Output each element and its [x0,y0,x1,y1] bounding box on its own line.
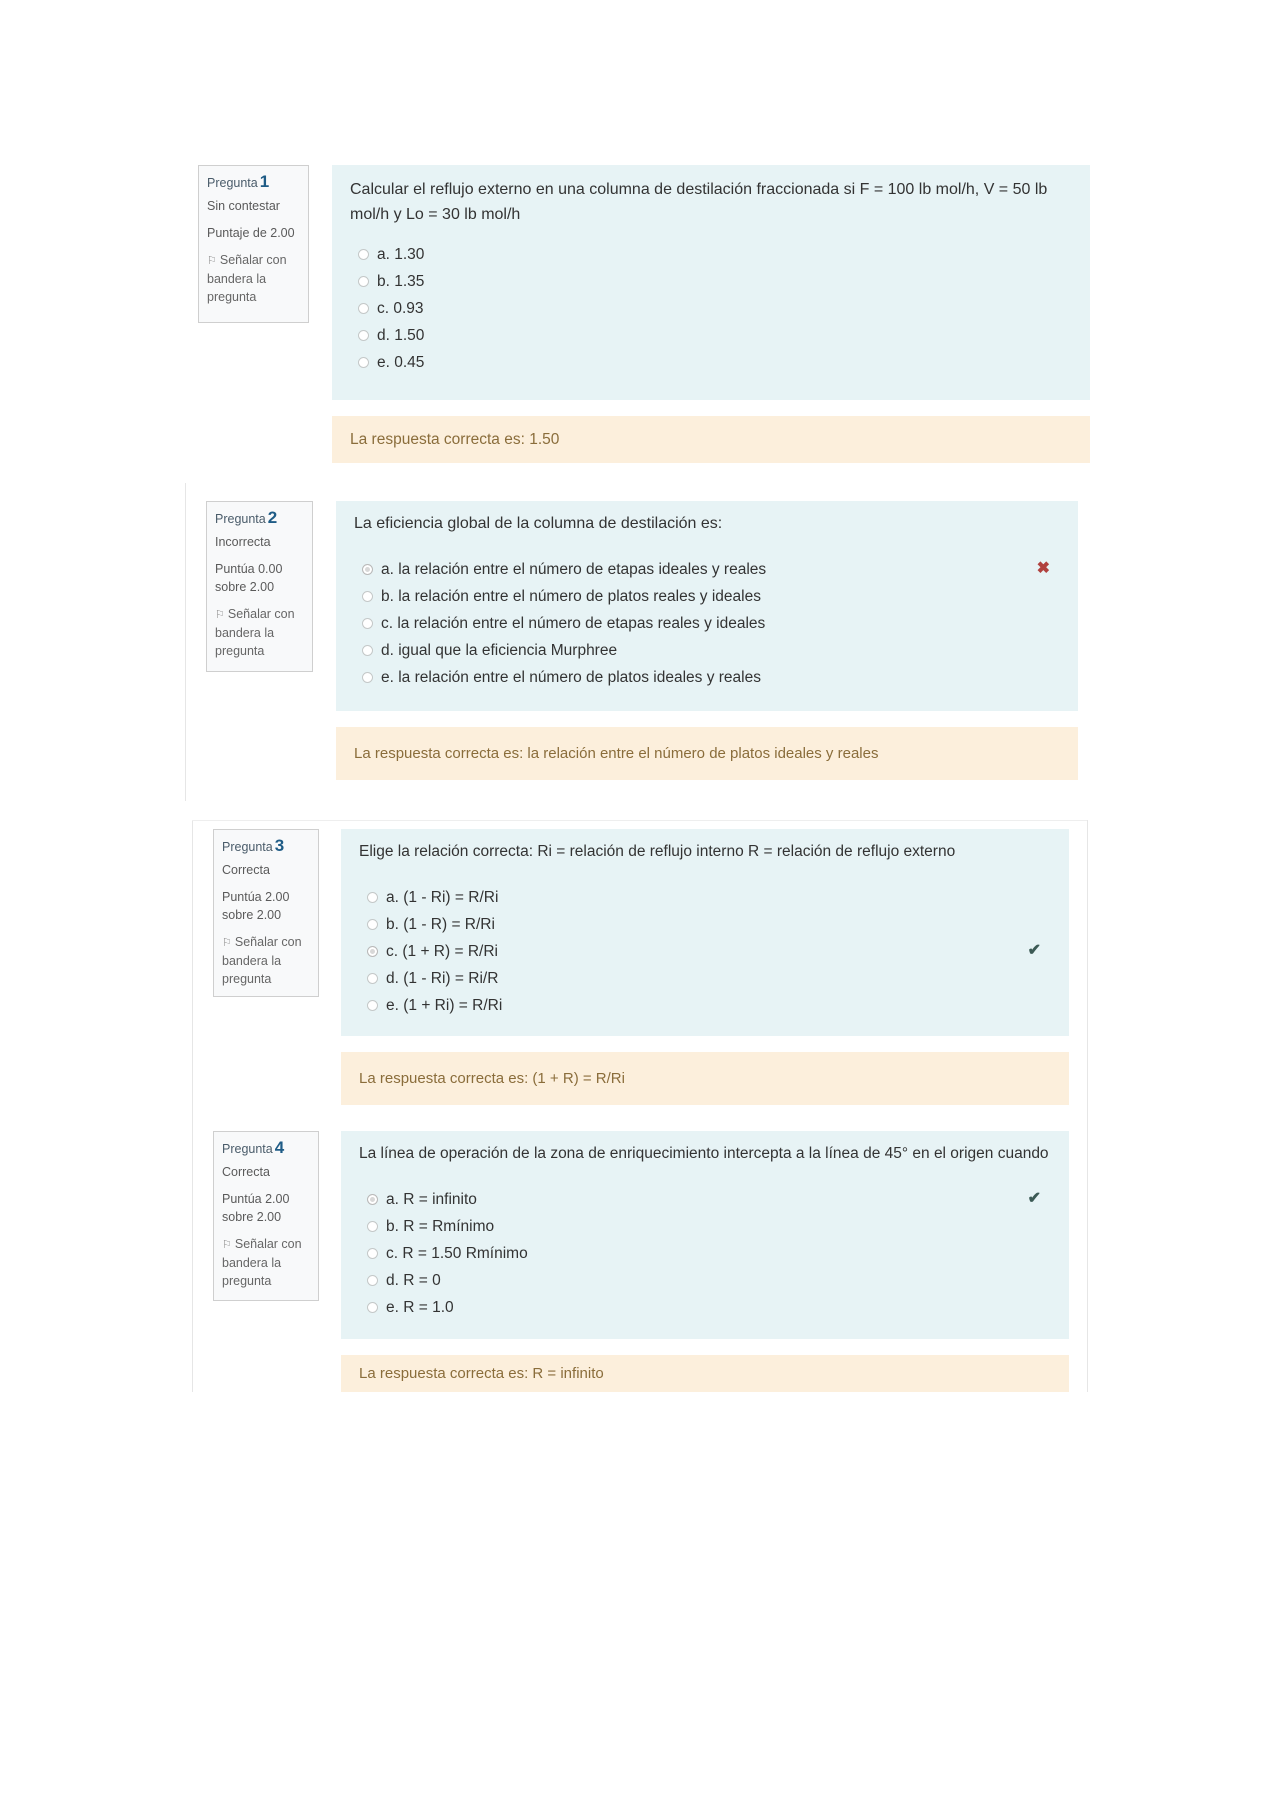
question-text: Elige la relación correcta: Ri = relación de reflujo interno R = relación de reflujo externo [359,843,956,860]
answer-options [350,241,1072,376]
question-formulation [332,165,1090,400]
answer-options [354,556,1060,691]
flag-question-link[interactable]: ⚐ Señalar con bandera la pregunta [215,607,295,658]
question-text: La eficiencia global de la columna de destilación es: [354,515,723,532]
answer-option[interactable]: c. la relación entre el número de etapas reales y ideales [354,610,1060,637]
flag-question-link[interactable]: ⚐ Señalar con bandera la pregunta [222,1237,302,1288]
question-frame-line [192,820,193,1392]
answer-option[interactable]: b. 1.35 [350,268,1072,295]
flag-icon: ⚐ [207,255,217,267]
radio-button[interactable] [367,1000,378,1011]
answer-option[interactable]: a. (1 - Ri) = R/Ri [359,884,1051,911]
answer-option[interactable]: e. la relación entre el número de platos ideales y reales [354,664,1060,691]
correct-answer-feedback: La respuesta correcta es: la relación entre el número de platos ideales y reales [336,727,1078,780]
answer-option[interactable]: b. (1 - R) = R/Ri [359,911,1051,938]
answer-options [359,884,1051,1019]
radio-button[interactable] [367,1248,378,1259]
question-number: Pregunta 4 [222,1138,285,1157]
question-frame-line [1087,820,1088,1392]
correct-answer-feedback: La respuesta correcta es: 1.50 [332,416,1090,463]
radio-button-selected[interactable] [367,1194,378,1205]
check-icon: ✔ [1027,942,1041,959]
answer-option[interactable]: b. R = Rmínimo [359,1213,1051,1240]
radio-button[interactable] [367,1221,378,1232]
question-grade: Puntaje de 2.00 [207,226,295,240]
correct-answer-feedback: La respuesta correcta es: R = infinito [341,1355,1069,1392]
question-text: La línea de operación de la zona de enriquecimiento intercepta a la línea de 45° en el origen cuando [359,1145,1049,1162]
radio-button[interactable] [362,645,373,656]
radio-button[interactable] [358,303,369,314]
answer-option[interactable]: a. R = infinito ✔ [359,1186,1051,1213]
question-grade: Puntúa 0.00 sobre 2.00 [215,562,283,594]
question-formulation [341,1131,1069,1339]
answer-option[interactable]: e. (1 + Ri) = R/Ri [359,992,1051,1019]
radio-button[interactable] [362,591,373,602]
question-text: Calcular el reflujo externo en una columna de destilación fraccionada si F = 100 lb mol/h, V = 50 lb mol/h y Lo = 30 lb mol/h [350,181,1048,223]
question-grade: Puntúa 2.00 sobre 2.00 [222,890,290,922]
radio-button-selected[interactable] [362,564,373,575]
question-state: Sin contestar [207,199,280,213]
question-state: Correcta [222,1165,270,1179]
radio-button[interactable] [358,276,369,287]
answer-option[interactable]: d. (1 - Ri) = Ri/R [359,965,1051,992]
radio-button-selected[interactable] [367,946,378,957]
radio-button[interactable] [358,330,369,341]
answer-option[interactable]: e. R = 1.0 [359,1294,1051,1321]
answer-option[interactable]: d. igual que la eficiencia Murphree [354,637,1060,664]
question-number: Pregunta 2 [215,508,278,527]
answer-option[interactable]: d. R = 0 [359,1267,1051,1294]
question-frame-line [192,820,1087,821]
question-info [213,829,319,997]
radio-button[interactable] [362,618,373,629]
radio-button[interactable] [362,672,373,683]
question-frame-line [185,483,186,801]
answer-option[interactable]: e. 0.45 [350,349,1072,376]
question-info [206,501,313,672]
question-formulation [341,829,1069,1036]
correct-answer-feedback: La respuesta correcta es: (1 + R) = R/Ri [341,1052,1069,1105]
question-formulation [336,501,1078,711]
answer-options [359,1186,1051,1321]
question-info [198,165,309,323]
answer-option[interactable]: c. 0.93 [350,295,1072,322]
question-state: Incorrecta [215,535,271,549]
radio-button[interactable] [358,357,369,368]
flag-icon: ⚐ [215,609,225,621]
radio-button[interactable] [367,1275,378,1286]
radio-button[interactable] [367,919,378,930]
answer-option[interactable]: a. la relación entre el número de etapas ideales y reales ✖ [354,556,1060,583]
flag-icon: ⚐ [222,1239,232,1251]
radio-button[interactable] [367,1302,378,1313]
question-grade: Puntúa 2.00 sobre 2.00 [222,1192,290,1224]
question-number: Pregunta 1 [207,172,270,191]
flag-question-link[interactable]: ⚐ Señalar con bandera la pregunta [207,253,287,304]
question-number: Pregunta 3 [222,836,285,855]
radio-button[interactable] [358,249,369,260]
cross-icon: ✖ [1036,560,1050,577]
radio-button[interactable] [367,973,378,984]
answer-option[interactable]: a. 1.30 [350,241,1072,268]
radio-button[interactable] [367,892,378,903]
flag-icon: ⚐ [222,937,232,949]
answer-option[interactable]: c. (1 + R) = R/Ri ✔ [359,938,1051,965]
question-state: Correcta [222,863,270,877]
flag-question-link[interactable]: ⚐ Señalar con bandera la pregunta [222,935,302,986]
answer-option[interactable]: d. 1.50 [350,322,1072,349]
answer-option[interactable]: b. la relación entre el número de platos reales y ideales [354,583,1060,610]
question-info [213,1131,319,1301]
answer-option[interactable]: c. R = 1.50 Rmínimo [359,1240,1051,1267]
check-icon: ✔ [1027,1190,1041,1207]
